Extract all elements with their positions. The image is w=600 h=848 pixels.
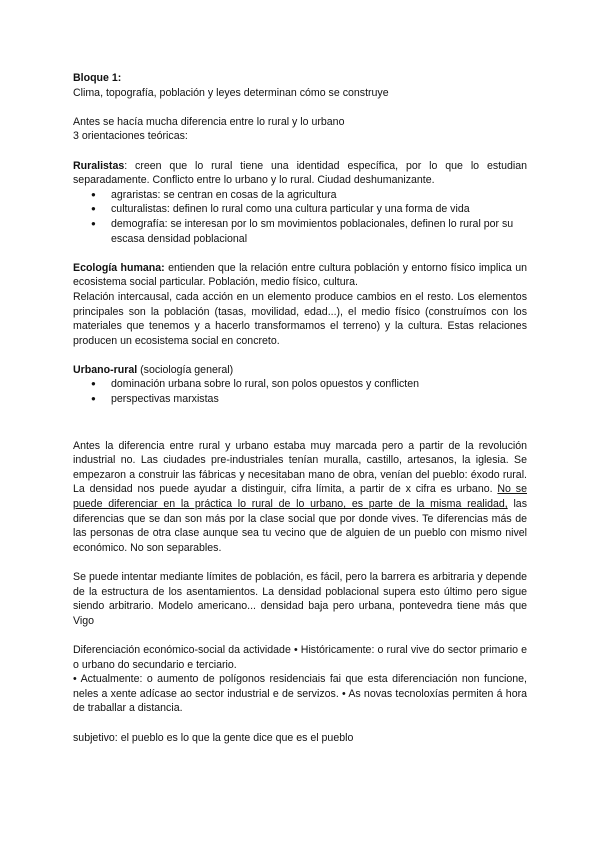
block-subtitle: Clima, topografía, población y leyes determinan cómo se construye bbox=[73, 86, 389, 99]
intro-line-1: Antes se hacía mucha diferencia entre lo rural y lo urbano bbox=[73, 115, 345, 128]
underlined-statement: No se puede diferenciar en la práctica lo rural de lo urbano, es parte de la misma realidad, bbox=[73, 483, 527, 511]
limites-paragraph: Se puede intentar mediante límites de población, es fácil, pero la barrera es arbitraria y depende de la estructura de los asentamientos. La densidad poblacional supera esto último pero sigue siendo arbitrario. Modelo americano... densidad baja pero urbana, pontevedra tiene más que Vigo bbox=[73, 571, 527, 627]
ruralistas-paragraph: Ruralistas: creen que lo rural tiene una identidad específica, por lo que lo estudian separadamente. Conflicto entre lo urbano y lo rural. Ciudad deshumanizante. bbox=[73, 159, 527, 187]
urbano-rural-paragraph: Urbano-rural (sociología general) bbox=[73, 363, 234, 376]
ruralistas-list bbox=[73, 188, 527, 246]
list-item: ● culturalistas: definen lo rural como una cultura particular y una forma de vida bbox=[111, 202, 527, 217]
diferenciacion-paragraph-1: Diferenciación económico-social da actividade • Históricamente: o rural vive do sector primario e o urbano do secundario e terciario. bbox=[73, 643, 527, 671]
urbano-rural-list bbox=[73, 377, 527, 406]
list-item: ● agraristas: se centran en cosas de la agricultura bbox=[111, 188, 527, 203]
ecologia-paragraph: Ecología humana: entienden que la relación entre cultura población y entorno físico implica un ecosistema social particular. Población, medio físico, cultura. bbox=[73, 261, 527, 289]
diferenciacion-paragraph-2: • Actualmente: o aumento de polígonos residenciais fai que esta diferenciación non funcione, neles a xente adícase ao sector industrial e de servizos. • As novas tecnoloxías permiten á hora de traballar a distancia. bbox=[73, 673, 527, 715]
ecologia-term: Ecología humana: bbox=[73, 261, 165, 274]
ecologia-paragraph-2: Relación intercausal, cada acción en un elemento produce cambios en el resto. Los elementos principales son la población (tasas, movilidad, edad...), el medio físico (construímos con los materiales que tenemos y a hacerlo transformamos el terreno) y la cultura. Estas relaciones producen un ecosistema social en concreto. bbox=[73, 290, 527, 347]
block-title: Bloque 1: bbox=[73, 72, 122, 84]
subjetivo-paragraph: subjetivo: el pueblo es lo que la gente dice que es el pueblo bbox=[73, 731, 354, 744]
list-item: ● dominación urbana sobre lo rural, son polos opuestos y conflicten bbox=[111, 377, 527, 392]
urbano-rural-term: Urbano-rural bbox=[73, 363, 138, 376]
list-item: ● perspectivas marxistas bbox=[111, 392, 527, 407]
intro-line-2: 3 orientaciones teóricas: bbox=[73, 130, 188, 143]
ruralistas-term: Ruralistas bbox=[73, 159, 125, 172]
list-item: ● demografía: se interesan por lo sm movimientos poblacionales, definen lo rural por su escasa densidad poblacional bbox=[111, 217, 527, 246]
antes-paragraph: Antes la diferencia entre rural y urbano estaba muy marcada pero a partir de la revolución industrial no. Las ciudades pre-industriales tenían muralla, castillo, artesanos, la iglesia. Se empezaron a construir las fábricas y necesitaban mano de obra, venían del pueblo: éxodo rural. La densidad nos puede ayudar a distinguir, cifra límita, a partir de x cifra es urbano. No se puede diferenciar en la práctica lo rural de lo urbano, es parte de la misma realidad, las diferencias que se dan son más por la clase social que por donde vives. Te diferencias más de las personas de otra clase aunque sea tu vecino que de alguien de un pueblo con mismo nivel económico. No son separables. bbox=[73, 439, 527, 554]
